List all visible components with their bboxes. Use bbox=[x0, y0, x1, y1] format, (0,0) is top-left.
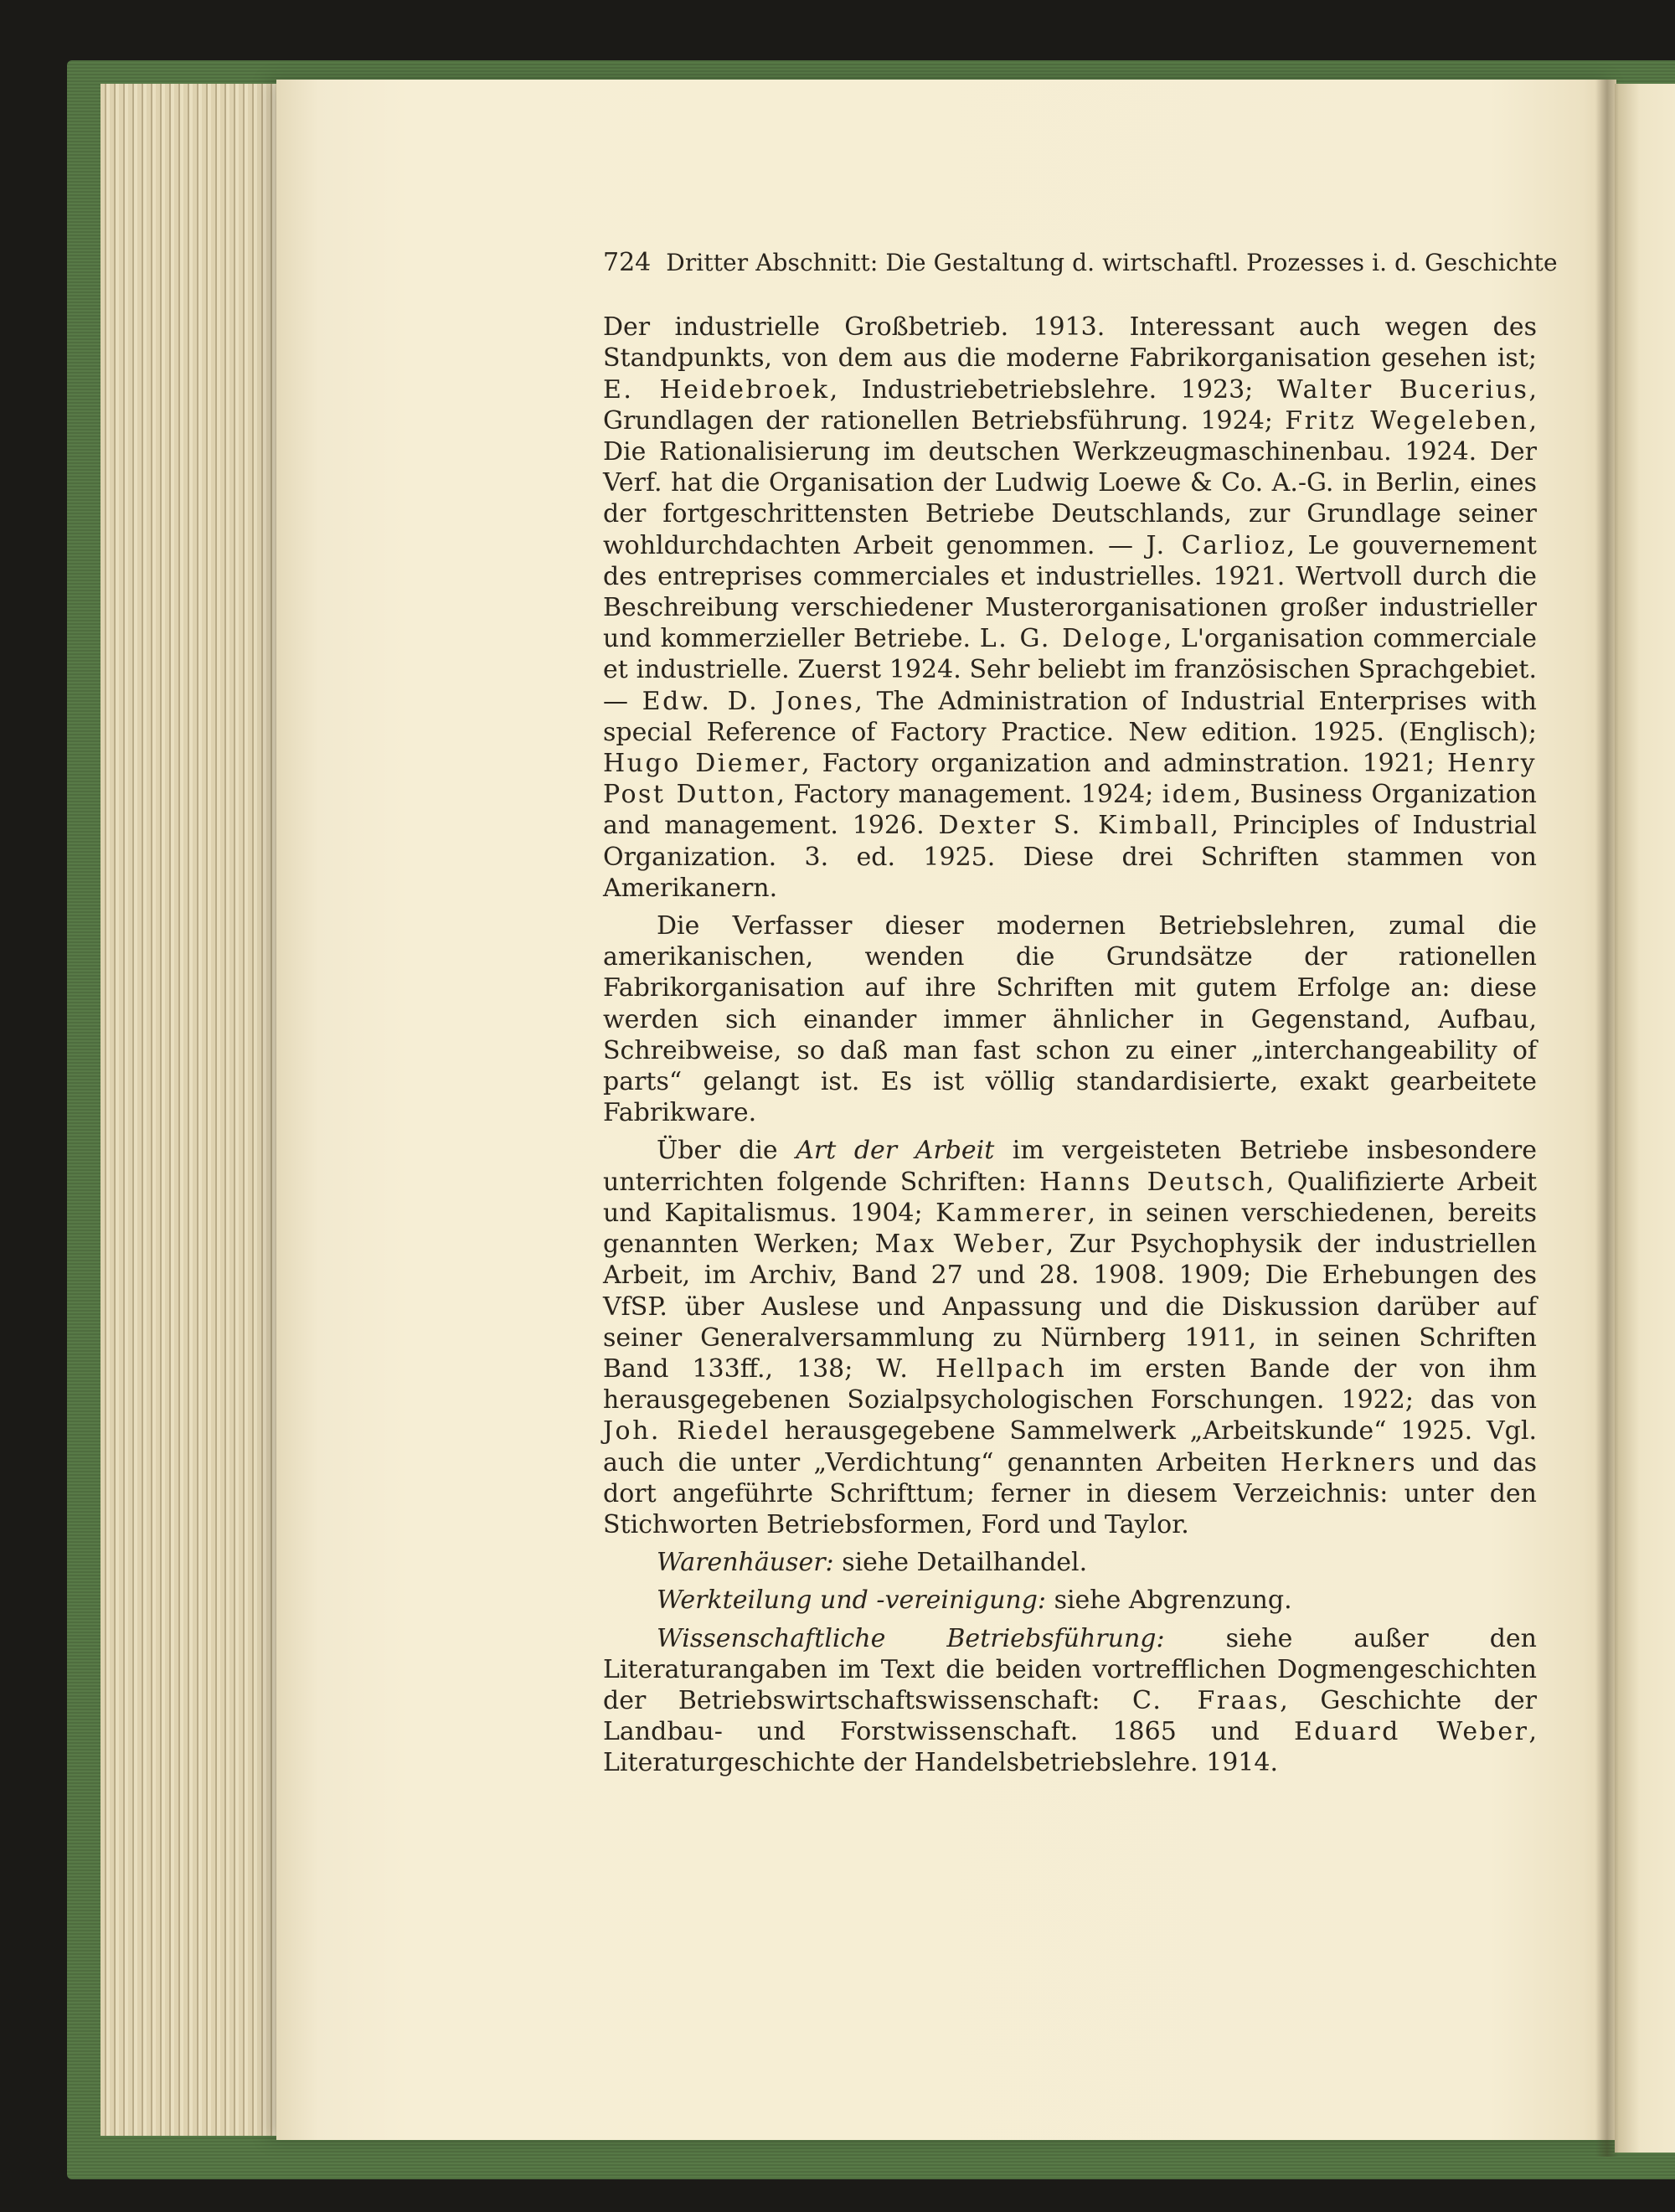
author-name: E. Heidebroek bbox=[603, 374, 830, 405]
author-name: Eduard Weber bbox=[1293, 1717, 1529, 1747]
author-name: Fritz Wegeleben bbox=[1285, 405, 1529, 436]
author-name: idem bbox=[1162, 780, 1234, 810]
author-name: Henry Post Dutton bbox=[603, 749, 1538, 810]
page-edges bbox=[100, 84, 302, 2136]
entry-wissenschaftliche-betriebsfuehrung: Wissenschaftliche Betriebsführung: siehe außer den Literaturangaben im Text die beiden vortrefflichen Dogmengeschichten der Betriebswirtschaftswissenschaft: C. Fraas, Geschichte der Landbau- und Forstwissenschaft. 1865 und Eduard Weber, Literaturgeschichte der Handelsbetriebslehre. 1914. bbox=[603, 1623, 1537, 1778]
book-gutter bbox=[1595, 80, 1619, 2157]
author-name: Max Weber bbox=[874, 1230, 1046, 1260]
author-name: W. Hellpach bbox=[876, 1353, 1067, 1384]
author-name: Edw. D. Jones bbox=[642, 686, 855, 716]
author-name: L. G. Deloge bbox=[979, 624, 1164, 654]
author-name: Joh. Riedel bbox=[603, 1416, 770, 1446]
author-name: Kammerer bbox=[935, 1198, 1088, 1228]
author-name: J. Carlioz bbox=[1146, 530, 1287, 560]
author-name: C. Fraas bbox=[1132, 1685, 1281, 1715]
author-name: Herkners bbox=[1280, 1447, 1418, 1477]
entry-keyword: Wissenschaftliche Betriebsführung: bbox=[657, 1623, 1165, 1653]
paragraph-literature-continued: Der industrielle Großbetrieb. 1913. Interessant auch wegen des Standpunkts, von dem aus die moderne Fabrikorganisation gesehen ist; E. Heidebroek, Industriebetriebslehre. 1923; Walter Bucerius, Grundlagen der rationellen Betriebsführung. 1924; Fritz Wegeleben, Die Rationalisierung im deutschen Werkzeugmaschinenbau. 1924. Der Verf. hat die Organisation der Ludwig Loewe & Co. A.-G. in Berlin, eines der fortgeschrittensten Betriebe Deutschlands, zur Grundlage seiner wohldurchdachten Arbeit genommen. — J. Carlioz, Le gouvernement des entreprises commerciales et industrielles. 1921. Wertvoll durch die Beschreibung verschiedener Musterorganisationen großer industrieller und kommerzieller Betriebe. L. G. Deloge, L'organisation commerciale et industrielle. Zuerst 1924. Sehr beliebt im französischen Sprachgebiet. — Edw. D. Jones, The Administration of Industrial Enterprises with special Reference of Factory Practice. New edition. 1925. (Englisch); Hugo Diemer, Factory organization and adminstration. 1921; Henry Post Dutton, Factory management. 1924; idem, Business Organization and management. 1926. Dexter S. Kimball, Principles of Industrial Organization. 3. ed. 1925. Diese drei Schriften stammen von Amerikanern. bbox=[603, 312, 1538, 903]
entry-warenhaeuser: Warenhäuser: siehe Detailhandel. bbox=[657, 1548, 1088, 1578]
keyword: Art der Arbeit bbox=[796, 1136, 995, 1166]
author-name: Dexter S. Kimball bbox=[938, 811, 1211, 841]
author-name: Walter Bucerius bbox=[1276, 374, 1529, 405]
right-page-edge bbox=[1615, 84, 1675, 2153]
author-name: Hanns Deutsch bbox=[1039, 1167, 1266, 1197]
page-number: 724 bbox=[603, 248, 652, 277]
entry-keyword: Werkteilung und -vereinigung: bbox=[657, 1586, 1047, 1616]
page-text bbox=[603, 247, 1558, 1779]
paragraph-type-of-work: Über die Art der Arbeit im vergeisteten Betriebe insbesondere unterrichten folgende Schriften: Hanns Deutsch, Qualifizierte Arbeit und Kapitalismus. 1904; Kammerer, in seinen verschiedenen, bereits genannten Werken; Max Weber, Zur Psychophysik der industriellen Arbeit, im Archiv, Band 27 und 28. 1908. 1909; Die Erhebungen des VfSP. über Auslese und Anpassung und die Diskussion darüber auf seiner Generalversammlung zu Nürnberg 1911, in seinen Schriften Band 133ff., 138; W. Hellpach im ersten Bande der von ihm herausgegebenen Sozialpsychologischen Forschungen. 1922; das von Joh. Riedel herausgegebene Sammelwerk „Arbeitskunde“ 1925. Vgl. auch die unter „Verdichtung“ genannten Arbeiten Herkners und das dort angeführte Schrifttum; ferner in diesem Verzeichnis: unter den Stichworten Betriebsformen, Ford und Taylor. bbox=[603, 1136, 1538, 1539]
entry-werkteilung: Werkteilung und -vereinigung: siehe Abgrenzung. bbox=[657, 1586, 1292, 1616]
paragraph-modern-literature: Die Verfasser dieser modernen Betriebslehren, zumal die amerikanischen, wenden die Grundsätze der rationellen Fabrikorganisation auf ihre Schriften mit gutem Erfolge an: diese werden sich einander immer ähnlicher in Gegenstand, Aufbau, Schreibweise, so daß man fast schon zu einer „interchangeability of parts“ gelangt ist. Es ist völlig standardisierte, exakt gearbeitete Fabrikware. bbox=[603, 911, 1537, 1128]
running-head-title: Dritter Abschnitt: Die Gestaltung d. wirtschaftl. Prozesses i. d. Geschichte bbox=[666, 249, 1558, 276]
running-head bbox=[603, 247, 1558, 278]
entry-keyword: Warenhäuser: bbox=[657, 1548, 834, 1578]
author-name: Hugo Diemer bbox=[603, 749, 802, 779]
